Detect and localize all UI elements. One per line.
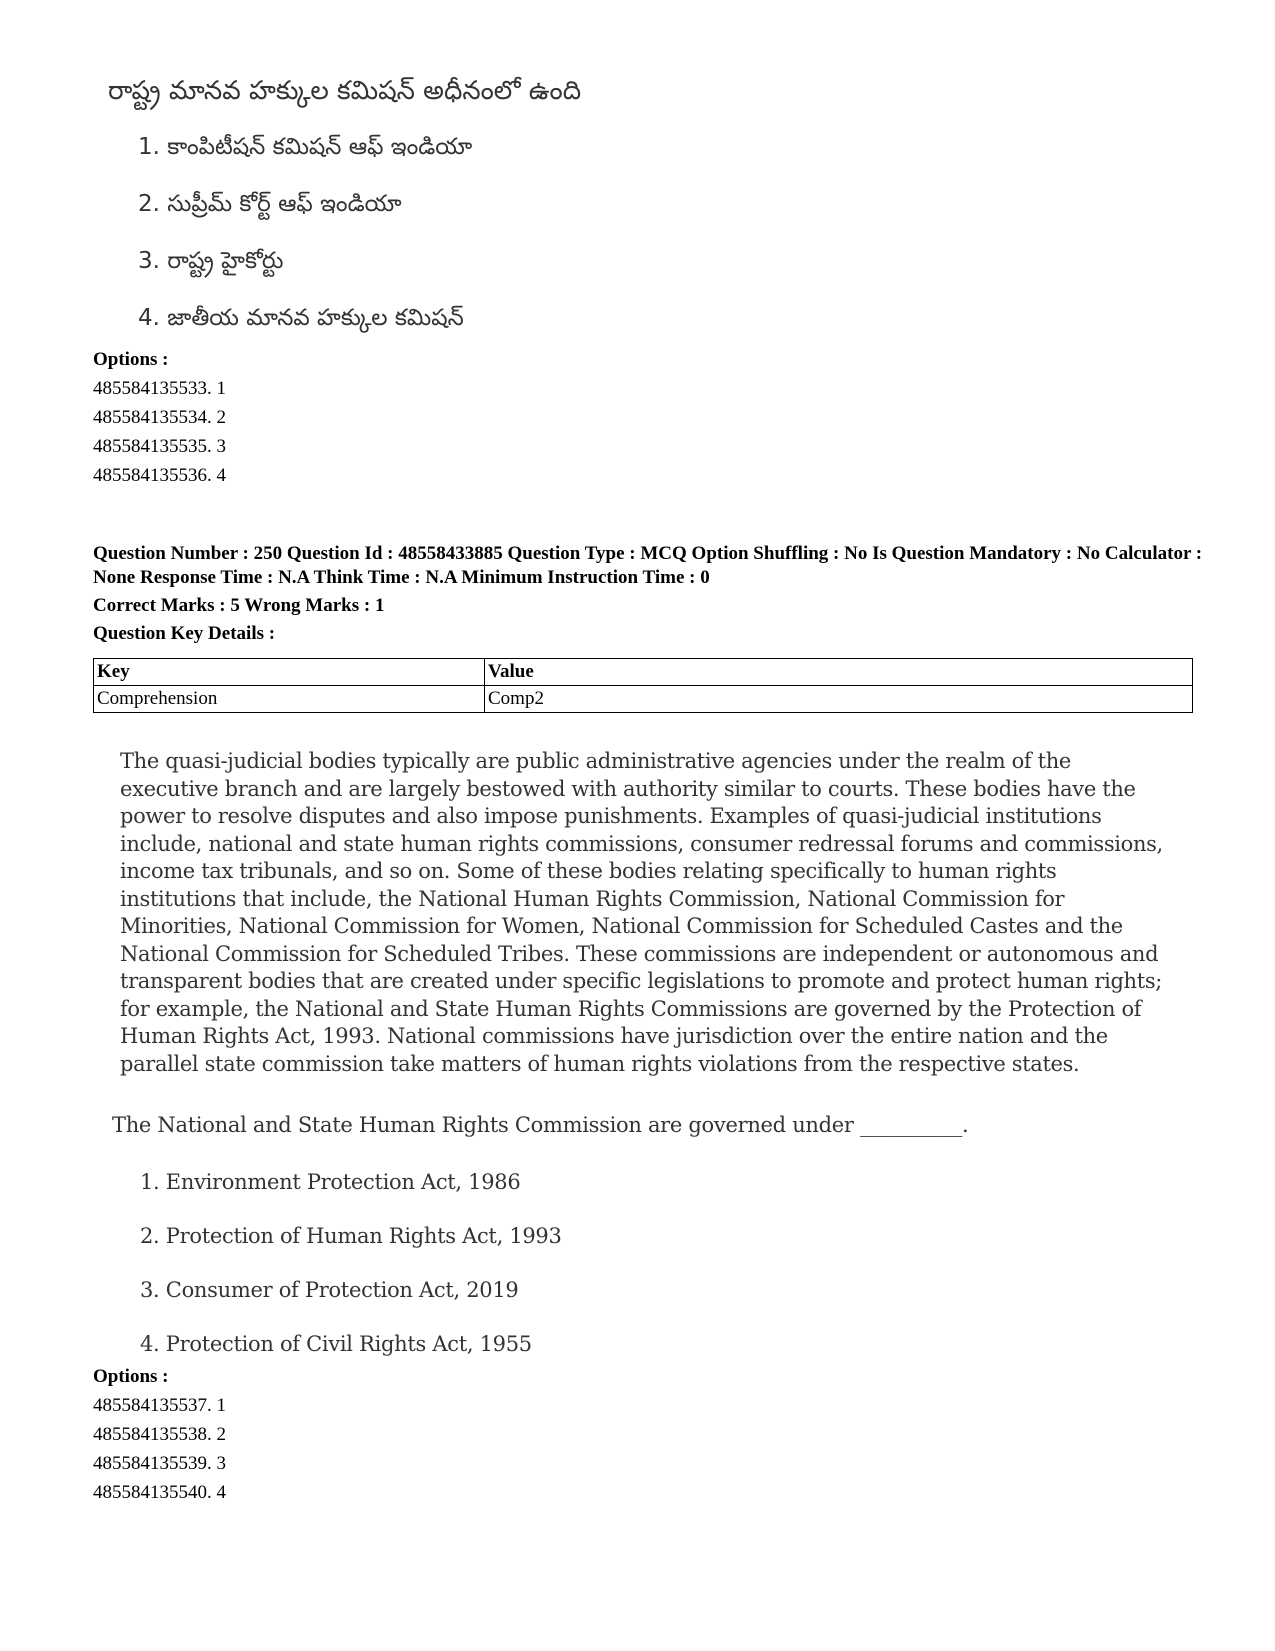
table-cell: Comprehension xyxy=(94,686,485,713)
comprehension-passage xyxy=(120,748,1170,1078)
option-id: 485584135533. 1 xyxy=(93,378,226,399)
passage-text: The quasi-judicial bodies typically are public administrative agencies under the realm of the executive branch and are largely bestowed with authority similar to courts. These bodies have the power to resolve disputes and also impose punishments. Examples of quasi-judicial institutions include, national and state human rights commissions, consumer redressal forums and commissions, income tax tribunals, and so on. Some of these bodies relating specifically to human rights institutions that include, the National Human Rights Commission, National Commission for Minorities, National Commission for Women, National Commission for Scheduled Castes and the National Commission for Scheduled Tribes. These commissions are independent or autonomous and transparent bodies that are created under specific legislations to promote and protect human rights; for example, the National and State Human Rights Commissions are governed by the Protection of Human Rights Act, 1993. National commissions have jurisdiction over the entire nation and the parallel state commission take matters of human rights violations from the respective states. xyxy=(120,749,1163,1076)
option-id: 485584135534. 2 xyxy=(93,407,226,428)
telugu-choice-list xyxy=(138,134,472,362)
choice-item: 2. Protection of Human Rights Act, 1993 xyxy=(140,1224,562,1248)
choice-item: 1. కాంపిటీషన్ కమిషన్ ఆఫ్ ఇండియా xyxy=(138,134,473,160)
key-details-table xyxy=(93,658,1193,713)
options-block-249 xyxy=(93,345,226,490)
option-id: 485584135538. 2 xyxy=(93,1424,226,1445)
table-header: Value xyxy=(485,659,1193,686)
options-label: Options : xyxy=(93,349,169,370)
table-header: Key xyxy=(94,659,485,686)
options-label: Options : xyxy=(93,1366,169,1387)
table-row xyxy=(94,686,1193,713)
question-meta-line: Question Number : 250 Question Id : 48558433885 Question Type : MCQ Option Shuffling : No Is Question Mandatory : No Calculator : None Response Time : N.A Think Time : N.A Minimum Instruction Time : 0 xyxy=(93,543,1203,588)
choice-item: 4. జాతీయ మానవ హక్కుల కమిషన్ xyxy=(138,305,464,331)
table-cell: Comp2 xyxy=(485,686,1193,713)
choice-item: 1. Environment Protection Act, 1986 xyxy=(140,1170,521,1194)
option-id: 485584135540. 4 xyxy=(93,1482,226,1503)
choice-list xyxy=(140,1170,562,1386)
option-id: 485584135537. 1 xyxy=(93,1395,226,1416)
option-id: 485584135539. 3 xyxy=(93,1453,226,1474)
telugu-question-text: రాష్ట్ర మానవ హక్కుల కమిషన్ అధీనంలో ఉంది xyxy=(108,76,582,106)
table-header-row xyxy=(94,659,1193,686)
choice-item: 3. రాష్ట్ర హైకోర్టు xyxy=(138,248,284,274)
choice-item: 4. Protection of Civil Rights Act, 1955 xyxy=(140,1332,532,1356)
marks-line: Correct Marks : 5 Wrong Marks : 1 xyxy=(93,595,385,616)
options-block-250 xyxy=(93,1362,226,1507)
choice-item: 2. సుప్రీమ్ కోర్ట్ ఆఫ్ ఇండియా xyxy=(138,191,402,217)
choice-item: 3. Consumer of Protection Act, 2019 xyxy=(140,1278,519,1302)
question-meta xyxy=(93,542,1203,646)
key-details-label: Question Key Details : xyxy=(93,623,276,644)
question-text: The National and State Human Rights Commission are governed under __________. xyxy=(112,1113,969,1137)
option-id: 485584135535. 3 xyxy=(93,436,226,457)
option-id: 485584135536. 4 xyxy=(93,465,226,486)
